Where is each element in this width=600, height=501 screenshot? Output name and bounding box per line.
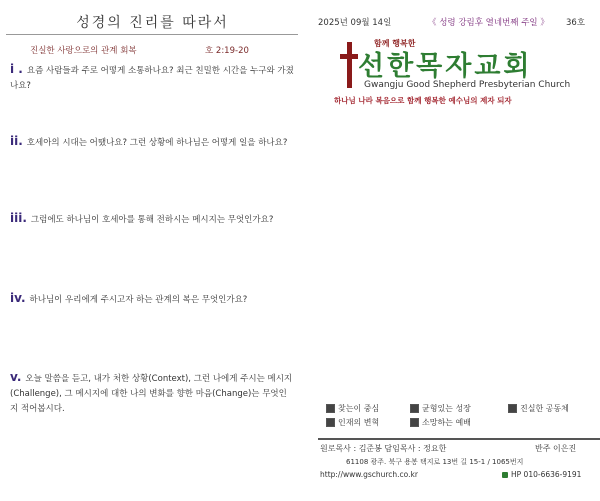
question-item: [10, 62, 295, 94]
church-address: 61108 광주. 북구 용봉 택지로 13번 길 15-1 / 1065번지: [346, 458, 524, 466]
staff-line: [320, 443, 600, 454]
pastors: 원로목사 : 김준봉 담임목사 : 정요한: [320, 444, 447, 453]
contact-line: [320, 470, 600, 479]
divider: [6, 34, 298, 35]
sermon-subtitle: 진실한 사랑으로의 관계 회복: [30, 46, 137, 56]
issue-number: 36호: [566, 18, 586, 28]
liturgical-sunday: 《 성령 강림후 열네번째 주일 》: [428, 18, 549, 28]
accompanist: 반주 이은진: [535, 444, 577, 453]
checkbox-icon: [410, 418, 419, 427]
question-text: 하나님이 우리에게 주시고자 하는 관계의 복은 무엇인가요?: [29, 295, 248, 305]
checkbox-icon: [326, 418, 335, 427]
question-item: [10, 291, 295, 308]
checkbox-icon: [410, 404, 419, 413]
church-name: 선한목자교회: [358, 51, 533, 82]
question-text: 오늘 말씀을 듣고, 내가 처한 상황(Context), 그런 나에게 주시는 메시지(Challenge), 그 메시지에 대한 나의 변화를 향한 마음(Change)는 무엇인지 적어봅시다.: [10, 374, 293, 414]
question-text: 요즘 사람들과 주로 어떻게 소통하나요? 최근 친밀한 시간을 누구와 가졌나요?: [10, 66, 294, 91]
church-logo: [336, 38, 596, 98]
value-item: 찾는이 중심: [326, 403, 379, 414]
phone-number: HP 010-6636-9191: [502, 470, 581, 479]
sermon-subtitle-row: [30, 44, 300, 56]
question-text: 호세아의 시대는 어땠나요? 그런 상황에 하나님은 어떻게 일을 하나요?: [26, 138, 288, 148]
value-item: 인재의 변혁: [326, 417, 379, 428]
value-item: 진실한 공동체: [508, 403, 569, 414]
question-item: [10, 370, 295, 417]
logo-tagline: 함께 행복한: [374, 39, 416, 48]
website-link[interactable]: http://www.gschurch.co.kr: [320, 470, 418, 479]
phone-icon: [502, 472, 508, 478]
question-number: i .: [10, 62, 23, 76]
divider: [318, 438, 600, 440]
question-number: iv.: [10, 291, 26, 305]
checkbox-icon: [508, 404, 517, 413]
church-vision: 하나님 나라 복음으로 함께 행복한 예수님의 제자 되자: [334, 96, 512, 105]
value-item: 소망하는 예배: [410, 417, 471, 428]
question-number: v.: [10, 370, 22, 384]
bulletin-date: 2025년 09월 14일: [318, 18, 392, 28]
question-item: [10, 211, 295, 228]
bulletin-header: [318, 16, 600, 28]
question-number: iii.: [10, 211, 27, 225]
cross-icon: [340, 42, 358, 88]
question-item: [10, 134, 295, 151]
question-number: ii.: [10, 134, 23, 148]
church-english-name: Gwangju Good Shepherd Presbyterian Church: [364, 80, 571, 90]
value-item: 균형있는 성장: [410, 403, 471, 414]
section-title: 성경의 진리를 따라서: [76, 15, 229, 31]
checkbox-icon: [326, 404, 335, 413]
scripture-reference: 호 2:19-20: [205, 46, 249, 56]
church-info-panel: [310, 0, 600, 501]
question-text: 그럼에도 하나님이 호세아를 통해 전하시는 메시지는 무엇인가요?: [30, 215, 274, 225]
